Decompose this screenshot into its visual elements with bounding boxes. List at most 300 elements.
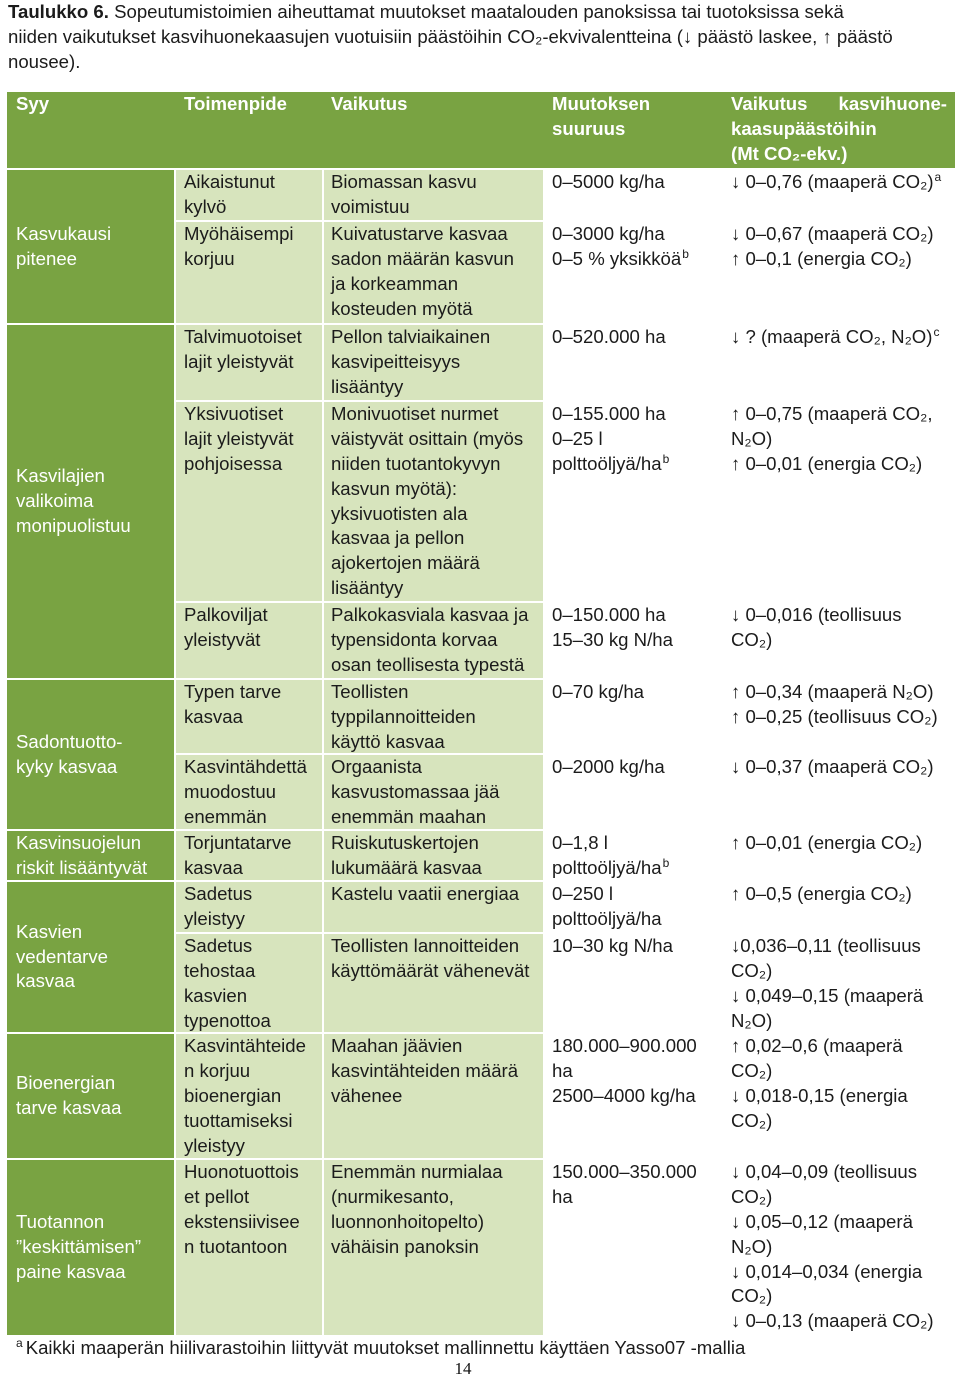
cell-line [731,831,955,856]
line-text: kosteuden myötä [331,297,473,319]
page-number: 14 [454,1359,472,1378]
cell-line [731,325,955,350]
line-text: ↓ 0–0,13 (maaperä CO₂) [731,1310,934,1332]
line-text: Aikaistunut [184,171,275,192]
effect-cell [324,831,543,880]
cell-line [731,222,955,247]
line-text: ↓ 0,049–0,15 (maaperä [731,984,924,1006]
cell-line [331,375,543,400]
line-text: Kasvukausi [16,222,112,244]
line-text: Sadontuotto- [16,730,123,752]
emission-cell [725,1160,955,1335]
line-text: et pellot [184,1185,250,1207]
cell-line [331,653,543,678]
line-text: Kasvintähdettä [184,756,308,777]
cell-line [184,755,322,780]
emission-cell [725,170,955,220]
cell-line [331,831,543,856]
line-text: lisääntyy [331,577,404,599]
cell-line [552,1084,723,1109]
cell-line [552,831,723,856]
line-text: Yksivuotiset [184,403,284,424]
effect-cell [324,603,543,678]
line-text: Huonotuottois [184,1161,299,1182]
measure-cell [176,831,322,880]
cell-line [552,603,723,628]
caption-text: nousee). [8,50,81,72]
line-text: ↑ 0–0,25 (teollisuus CO₂) [731,705,938,727]
cell-line [731,1034,955,1059]
caption-line [8,0,952,25]
line-text: typensidonta korvaa [331,628,498,650]
cell-line [16,920,174,945]
change-cell [545,1160,723,1335]
cause-cell [7,325,174,678]
measure-cell [176,934,322,1032]
data-table [7,170,955,1335]
line-text: Muutoksen [552,93,651,114]
line-text: 0–150.000 ha [552,604,666,625]
effect-cell [324,325,543,400]
cell-line [16,514,174,539]
cell-line [184,1034,322,1059]
measure-cell [176,402,322,601]
cell-line [331,92,535,117]
cell-line [16,969,174,994]
line-text: ”keskittämisen” [16,1236,142,1258]
change-cell [545,1034,723,1158]
cell-line [552,452,723,477]
measure-cell [176,680,322,753]
cell-line [552,222,723,247]
cell-line [184,92,314,117]
line-text: ↑ 0–0,01 (energia CO₂) [731,452,923,474]
line-text: Maahan jäävien [331,1035,463,1056]
change-cell [545,934,723,1032]
line-text: 0–250 l [552,883,614,904]
line-text: ↑ 0,02–0,6 (maaperä [731,1035,903,1056]
cell-line [331,272,543,297]
cell-line [331,427,543,452]
line-text: Vaikutus kasvihuone- [731,93,947,114]
line-text: ↓0,036–0,11 (teollisuus [731,935,921,956]
cause-cell [7,680,174,829]
line-text: ja korkeamman [331,272,459,294]
cell-line [16,464,174,489]
cell-line [184,628,322,653]
line-text: Kuivatustarve kasvaa [331,223,508,244]
cell-line [331,350,543,375]
cell-line [331,730,543,755]
line-text: pitenee [16,247,78,269]
cell-line [731,1235,955,1260]
cell-line [331,603,543,628]
header-cell [7,92,174,168]
emission-cell [725,603,955,678]
line-text: Palkokasviala kasvaa ja [331,604,529,625]
cell-line [731,170,955,195]
cell-line [731,1185,955,1210]
line-text: ↓ 0,04–0,09 (teollisuus [731,1161,918,1182]
cell-line [331,1185,543,1210]
line-text: 0–70 kg/ha [552,681,645,702]
cell-line [731,427,955,452]
cell-line [331,477,543,502]
line-text: bioenergian [184,1084,282,1106]
cell-line [731,1059,955,1084]
measure-cell [176,603,322,678]
cell-line [184,1109,322,1134]
cell-line [184,959,322,984]
cell-line [331,780,543,805]
cell-line [331,452,543,477]
line-text: monipuolistuu [16,514,131,536]
cell-line [16,489,174,514]
line-text: korjuu [184,247,235,269]
cell-line [184,325,322,350]
line-text: ↓ 0,05–0,12 (maaperä [731,1210,913,1232]
cell-line [552,1160,723,1185]
line-text: 0–25 l [552,427,603,449]
line-text: 0–5 % yksikköä [552,247,682,269]
line-text: kaasupäästöihin [731,117,877,139]
cell-line [731,882,955,907]
footnote-text: Kaikki maaperän hiilivarastoihin liittyvät muutokset mallinnettu käyttäen Yasso07 -mallia [25,1337,746,1358]
line-text: N₂O) [731,1009,773,1031]
line-text: kasvaa [184,856,243,878]
cell-line [331,805,543,830]
cell-line [731,402,955,427]
footnote-marker: b [682,246,689,261]
cell-line [184,170,322,195]
cell-line [331,680,543,705]
line-text: Monivuotiset nurmet [331,403,499,424]
cell-line [184,680,322,705]
effect-cell [324,1034,543,1158]
cell-line [331,1034,543,1059]
cell-line [184,934,322,959]
line-text: Teollisten lannoitteiden [331,935,520,956]
line-text: kasvintähteiden määrä [331,1059,519,1081]
cell-line [552,1059,723,1084]
line-text: Talvimuotoiset [184,326,302,347]
cell-line [184,1210,322,1235]
cell-line [552,325,723,350]
line-text: 150.000–350.000 [552,1161,697,1182]
cell-line [331,705,543,730]
line-text: enemmän maahan [331,805,487,827]
cell-line [331,502,543,527]
change-cell [545,680,723,753]
cell-line [16,856,174,881]
change-cell [545,402,723,601]
header-cell [324,92,543,168]
header-cell [176,92,322,168]
cause-cell [7,882,174,1032]
cell-line [184,427,322,452]
line-text: Teollisten [331,681,409,702]
effect-cell [324,1160,543,1335]
line-text: kasvaa [184,705,243,727]
cell-line [552,628,723,653]
line-text: 0–520.000 ha [552,326,666,347]
footnote-marker: b [662,451,670,466]
cell-line [731,452,955,477]
cause-cell [7,1160,174,1335]
line-text: polttoöljyä/ha [552,856,662,878]
line-text: lukumäärä kasvaa [331,856,482,878]
cell-line [184,1084,322,1109]
change-cell [545,831,723,880]
line-text: Myöhäisempi [184,223,294,244]
cell-line [552,1034,723,1059]
cell-line [16,247,174,272]
line-text: ↑ 0–0,01 (energia CO₂) [731,832,923,853]
line-text: kasvaa [16,970,75,992]
line-text: ↓ 0–0,76 (maaperä CO₂) [731,171,934,192]
cell-line [184,856,322,881]
line-text: Sadetus [184,935,253,956]
cell-line [331,1235,543,1260]
line-text: osan teollisesta typestä [331,653,525,675]
line-text: Ruiskutuskertojen [331,832,479,853]
effect-cell [324,222,543,323]
cell-line [552,117,715,142]
caption-line [8,25,952,50]
cell-line [16,831,174,856]
cell-line [552,92,715,117]
line-text: ↓ ? (maaperä CO₂, N₂O) [731,326,933,347]
effect-cell [324,402,543,601]
line-text: ha [552,1059,573,1081]
emission-cell [725,755,955,829]
line-text: CO₂) [731,959,773,981]
line-text: vedentarve [16,945,108,967]
line-text: Typen tarve [184,681,282,702]
emission-cell [725,934,955,1032]
line-text: CO₂) [731,1185,773,1207]
line-text: vähäisin panoksin [331,1235,479,1257]
effect-cell [324,170,543,220]
line-text: ↑ 0–0,5 (energia CO₂) [731,883,912,904]
cell-line [731,1260,955,1285]
cell-line [16,1235,174,1260]
cell-line [16,755,174,780]
line-text: tarve kasvaa [16,1097,122,1118]
line-text: Kasvintähteide [184,1035,306,1056]
cell-line [552,170,723,195]
line-text: kylvö [184,195,227,217]
cell-line [552,247,723,272]
line-text: ↓ 0,018-0,15 (energia [731,1084,908,1106]
cell-line [331,628,543,653]
cell-line [184,1134,322,1159]
line-text: (nurmikesanto, [331,1185,454,1207]
header-cell [545,92,723,168]
line-text: 2500–4000 kg/ha [552,1084,696,1106]
line-text: Palkoviljat [184,604,268,625]
caption-text: niiden vaikutukset kasvihuonekaasujen vuotuisiin päästöihin CO₂-ekvivalentteina (↓ päästö laskee, ↑ päästö [8,25,893,47]
line-text: vähenee [331,1084,403,1106]
cell-line [184,1185,322,1210]
line-text: ↓ 0–0,67 (maaperä CO₂) [731,223,934,244]
line-text: yleistyy [184,1134,245,1156]
line-text: polttoöljyä/ha [552,907,662,929]
change-cell [545,222,723,323]
line-text: 180.000–900.000 [552,1035,697,1056]
cell-line [331,1160,543,1185]
footnote-marker: a [934,170,942,184]
change-cell [545,755,723,829]
cell-line [731,680,955,705]
emission-cell [725,222,955,323]
cell-line [184,831,322,856]
cell-line [331,959,543,984]
emission-cell [725,402,955,601]
line-text: ↓ 0,014–0,034 (energia [731,1260,923,1282]
line-text: Enemmän nurmialaa [331,1161,503,1182]
line-text: kasvien [184,984,248,1006]
line-text: ↓ 0–0,016 (teollisuus [731,604,902,625]
cell-line [331,170,543,195]
line-text: N₂O) [731,1235,773,1257]
footnote-marker: b [662,855,670,870]
cell-line [331,297,543,322]
cell-line [331,195,543,220]
measure-cell [176,882,322,932]
line-text: käyttömäärät vähenevät [331,959,530,981]
cell-line [184,222,322,247]
cell-line [731,1084,955,1109]
measure-cell [176,1160,322,1335]
cell-line [552,907,723,932]
line-text: Toimenpide [184,93,287,114]
line-text: 0–5000 kg/ha [552,171,665,192]
line-text: 0–2000 kg/ha [552,756,665,777]
line-text: niiden tuotantokyvyn [331,452,501,474]
cell-line [16,730,174,755]
footnote-marker: c [933,325,940,339]
cell-line [184,603,322,628]
line-text: ↑ 0–0,1 (energia CO₂) [731,247,912,269]
cell-line [184,984,322,1009]
caption-text: Sopeutumistoimien aiheuttamat muutokset maatalouden panoksissa tai tuotoksissa sekä [114,1,844,22]
line-text: ↑ 0–0,75 (maaperä CO₂, [731,403,933,424]
line-text: Kasvien [16,920,83,942]
line-text: 0–155.000 ha [552,403,666,424]
cell-line [331,755,543,780]
line-text: typenottoa [184,1009,271,1031]
effect-cell [324,680,543,753]
cell-line [731,755,955,780]
line-text: CO₂) [731,1059,773,1081]
cell-line [552,755,723,780]
measure-cell [176,170,322,220]
line-text: 0–1,8 l [552,832,608,853]
line-text: Vaikutus [331,93,408,114]
cell-line [16,945,174,970]
line-text: CO₂) [731,1285,773,1307]
footnote-marker: a [16,1336,23,1350]
line-text: (Mt CO₂-ekv.) [731,142,848,164]
cell-line [731,705,955,730]
cell-line [184,705,322,730]
line-text: lajit yleistyvät [184,427,294,449]
line-text: sadon määrän kasvun [331,247,514,269]
line-text: Sadetus [184,883,253,904]
cell-line [731,603,955,628]
cell-line [731,117,947,142]
cell-line [552,882,723,907]
line-text: ekstensiivisee [184,1210,300,1232]
cell-line [331,1059,543,1084]
emission-cell [725,680,955,753]
cell-line [184,1235,322,1260]
line-text: pohjoisessa [184,452,283,474]
cell-line [331,934,543,959]
line-text: yksivuotisten ala [331,502,468,524]
table-caption [8,0,952,75]
line-text: kyky kasvaa [16,755,118,777]
line-text: CO₂) [731,628,773,650]
line-text: valikoima [16,490,94,512]
cell-line [731,142,947,167]
cell-line [731,959,955,984]
cell-line [184,1009,322,1034]
effect-cell [324,934,543,1032]
line-text: ajokertojen määrä [331,552,480,574]
cell-line [184,780,322,805]
emission-cell [725,882,955,932]
cell-line [731,1160,955,1185]
cell-line [16,1260,174,1285]
cell-line [731,1284,955,1309]
cell-line [184,195,322,220]
emission-cell [725,1034,955,1158]
cell-line [331,551,543,576]
line-text: tehostaa [184,959,256,981]
line-text: 15–30 kg N/ha [552,628,673,650]
line-text: Pellon talviaikainen [331,326,491,347]
cell-line [331,402,543,427]
line-text: n tuotantoon [184,1235,288,1257]
measure-cell [176,755,322,829]
cell-line [184,1160,322,1185]
emission-cell [725,831,955,880]
cell-line [731,1210,955,1235]
line-text: Bioenergian [16,1072,116,1094]
line-text: kasvustomassaa jää [331,780,500,802]
cell-line [331,1084,543,1109]
line-text: muodostuu [184,780,276,802]
effect-cell [324,882,543,932]
change-cell [545,882,723,932]
cell-line [552,427,723,452]
line-text: yleistyy [184,907,245,929]
emission-cell [725,325,955,400]
cell-line [731,247,955,272]
line-text: 10–30 kg N/ha [552,935,673,956]
line-text: N₂O) [731,427,773,449]
cell-line [184,882,322,907]
cause-cell [7,831,174,880]
cell-line [184,907,322,932]
cell-line [331,247,543,272]
cell-line [331,882,543,907]
measure-cell [176,1034,322,1158]
cell-line [16,92,166,117]
change-cell [545,170,723,220]
